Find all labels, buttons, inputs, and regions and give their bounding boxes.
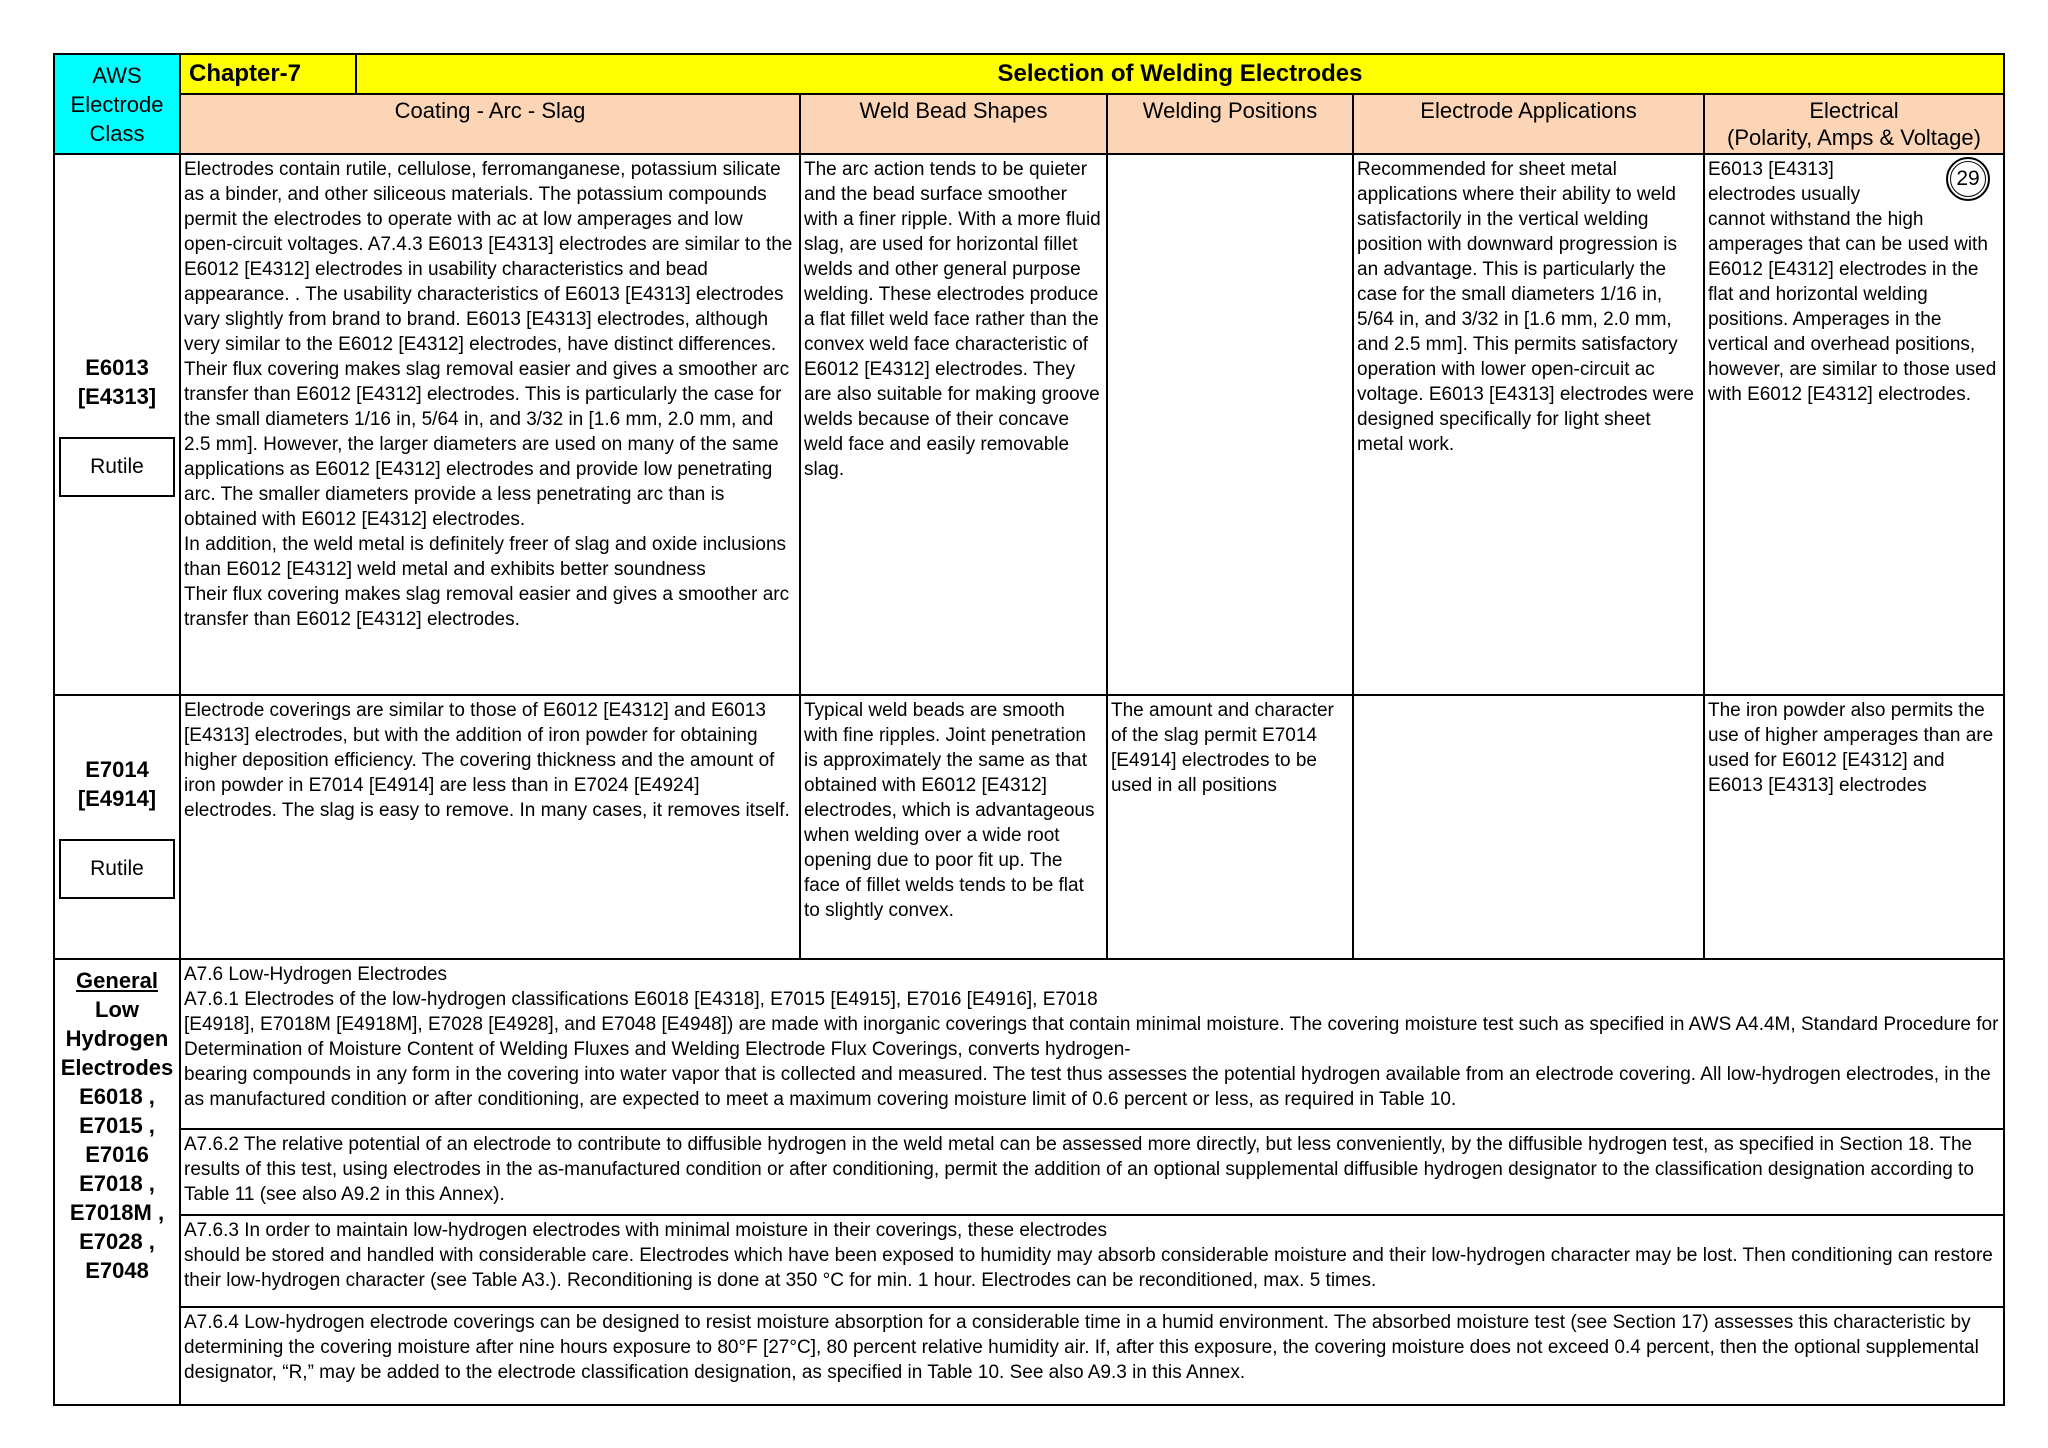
chapter-label: Chapter-7 [180, 54, 356, 94]
bead-cell: Typical weld beads are smooth with fine ripples. Joint penetration is approximately the same as that obtained with E6012 [E4312] electrodes, which is advantageous when welding over a wide root opening due to poor fit up. The face of fillet welds tends to be flat to slightly convex. [800, 695, 1107, 959]
column-header-bead: Weld Bead Shapes [800, 94, 1107, 154]
positions-cell: The amount and character of the slag permit E7014 [E4914] electrodes to be used in all positions [1107, 695, 1353, 959]
column-header-electrical: Electrical (Polarity, Amps & Voltage) [1704, 94, 2004, 154]
general-paragraph-1: A7.6 Low-Hydrogen Electrodes A7.6.1 Electrodes of the low-hydrogen classifications E6018 [E4318], E7015 [E4915], E7016 [E4916], E7018 [E4918], E7018M [E4918M], E7028 [E4928], and E7048 [E4948]) are made with inorganic coverings that contain minimal moisture. The covering moisture test such as specified in AWS A4.4M, Standard Procedure for Determination of Moisture Content of Welding Fluxes and Welding Electrode Flux Coverings, converts hydrogen- bearing compounds in any form in the covering into water vapor that is collected and measured. The test thus assesses the potential hydrogen available from an electrode covering. All low-hydrogen electrodes, in the as manufactured condition or after conditioning, are expected to meet a maximum covering moisture limit of 0.6 percent or less, as required in Table 10. [180, 959, 2004, 1129]
coating-type-tag: Rutile [59, 839, 175, 899]
general-paragraph-row [54, 959, 2004, 1129]
page-title: Selection of Welding Electrodes [356, 54, 2004, 94]
positions-cell [1107, 154, 1353, 695]
electrical-cell: The iron powder also permits the use of higher amperages than are used for E6012 [E4312] and E6013 [E4313] electrodes [1704, 695, 2004, 959]
low-hydrogen-class-list: Low Hydrogen Electrodes E6018 , E7015 , E7016 E7018 , E7018M , E7028 , E7048 [60, 997, 174, 1283]
general-paragraph-row [54, 1307, 2004, 1405]
general-paragraph-2: A7.6.2 The relative potential of an electrode to contribute to diffusible hydrogen in the weld metal can be assessed more directly, but less conveniently, by the diffusible hydrogen test, as specified in Section 18. The results of this test, using electrodes in the as-manufactured condition or after conditioning, permit the addition of an optional supplemental diffusible hydrogen designator to the classification designation according to Table 11 (see also A9.2 in this Annex). [180, 1129, 2004, 1215]
class-column-header-text: AWS Electrode Class [70, 62, 164, 146]
page-number-badge [1946, 157, 1990, 201]
general-paragraph-3: A7.6.3 In order to maintain low-hydrogen electrodes with minimal moisture in their coverings, these electrodes should be stored and handled with considerable care. Electrodes which have been exposed to humidity may absorb considerable moisture and their low-hydrogen character may be lost. Then conditioning can restore their low-hydrogen character (see Table A3.). Reconditioning is done at 350 °C for min. 1 hour. Electrodes can be reconditioned, max. 5 times. [180, 1215, 2004, 1307]
general-paragraph-row [54, 1215, 2004, 1307]
column-header-applications: Electrode Applications [1353, 94, 1704, 154]
table-row [54, 154, 2004, 695]
applications-cell: Recommended for sheet metal applications where their ability to weld satisfactorily in the vertical welding position with downward progression is an advantage. This is particularly the case for the small diameters 1/16 in, 5/64 in, and 3/32 in [1.6 mm, 2.0 mm, and 2.5 mm]. This permits satisfactory operation with lower open-circuit ac voltage. E6013 [E4313] electrodes were designed specifically for light sheet metal work. [1353, 154, 1704, 695]
general-paragraph-4: A7.6.4 Low-hydrogen electrode coverings can be designed to resist moisture absorption for a considerable time in a humid environment. The absorbed moisture test (see Section 17) assesses this characteristic by determining the covering moisture after nine hours exposure to 80°F [27°C], 80 percent relative humidity air. If, after this exposure, the covering moisture does not exceed 0.4 percent, then the optional supplemental designator, “R,” may be added to the electrode classification designation, as specified in Table 10. See also A9.3 in this Annex. [180, 1307, 2004, 1405]
table-row [54, 695, 2004, 959]
class-column-header [54, 54, 180, 154]
coating-cell: Electrode coverings are similar to those of E6012 [E4312] and E6013 [E4313] electrodes, but with the addition of iron powder for obtaining higher deposition efficiency. The covering thickness and the amount of iron powder in E7014 [E4914] are less than in E7024 [E4924] electrodes. The slag is easy to remove. In many cases, it removes itself. [180, 695, 800, 959]
general-title: General [76, 968, 158, 993]
class-cell [54, 695, 180, 959]
column-header-coating: Coating - Arc - Slag [180, 94, 800, 154]
page-number: 29 [1950, 161, 1986, 197]
electrode-class: E6013 [E4313] [77, 354, 157, 409]
applications-cell [1353, 695, 1704, 959]
electrode-selection-table [53, 53, 2005, 1406]
electrical-cell: E6013 [E4313] electrodes usually cannot withstand the high amperages that can be used with E6012 [E4312] electrodes in the flat and horizontal welding positions. Amperages in the vertical and overhead positions, however, are similar to those used with E6012 [E4312] electrodes. [1704, 154, 2004, 695]
general-class-cell [54, 959, 180, 1405]
bead-cell: The arc action tends to be quieter and the bead surface smoother with a finer ripple. With a more fluid slag, are used for horizontal fillet welds and other general purpose welding. These electrodes produce a flat fillet weld face rather than the convex weld face characteristic of E6012 [E4312] electrodes. They are also suitable for making groove welds because of their concave weld face and easily removable slag. [800, 154, 1107, 695]
general-paragraph-row [54, 1129, 2004, 1215]
coating-type-tag: Rutile [59, 437, 175, 497]
coating-cell: Electrodes contain rutile, cellulose, ferromanganese, potassium silicate as a binder, and other siliceous materials. The potassium compounds permit the electrodes to operate with ac at low amperages and low open-circuit voltages. A7.4.3 E6013 [E4313] electrodes are similar to the E6012 [E4312] electrodes in usability characteristics and bead appearance. . The usability characteristics of E6013 [E4313] electrodes vary slightly from brand to brand. E6013 [E4313] electrodes, although very similar to the E6012 [E4312] electrodes, have distinct differences. Their flux covering makes slag removal easier and gives a smoother arc transfer than E6012 [E4312] electrodes. This is particularly the case for the small diameters 1/16 in, 5/64 in, and 3/32 in [1.6 mm, 2.0 mm, and 2.5 mm]. However, the larger diameters are used on many of the same applications as E6012 [E4312] electrodes and provide low penetrating arc. The smaller diameters provide a less penetrating arc than is obtained with E6012 [E4312] electrodes. In addition, the weld metal is definitely freer of slag and oxide inclusions than E6012 [E4312] weld metal and exhibits better soundness Their flux covering makes slag removal easier and gives a smoother arc transfer than E6012 [E4312] electrodes. [180, 154, 800, 695]
class-cell [54, 154, 180, 695]
electrode-class: E7014 [E4914] [77, 757, 157, 811]
column-header-positions: Welding Positions [1107, 94, 1353, 154]
